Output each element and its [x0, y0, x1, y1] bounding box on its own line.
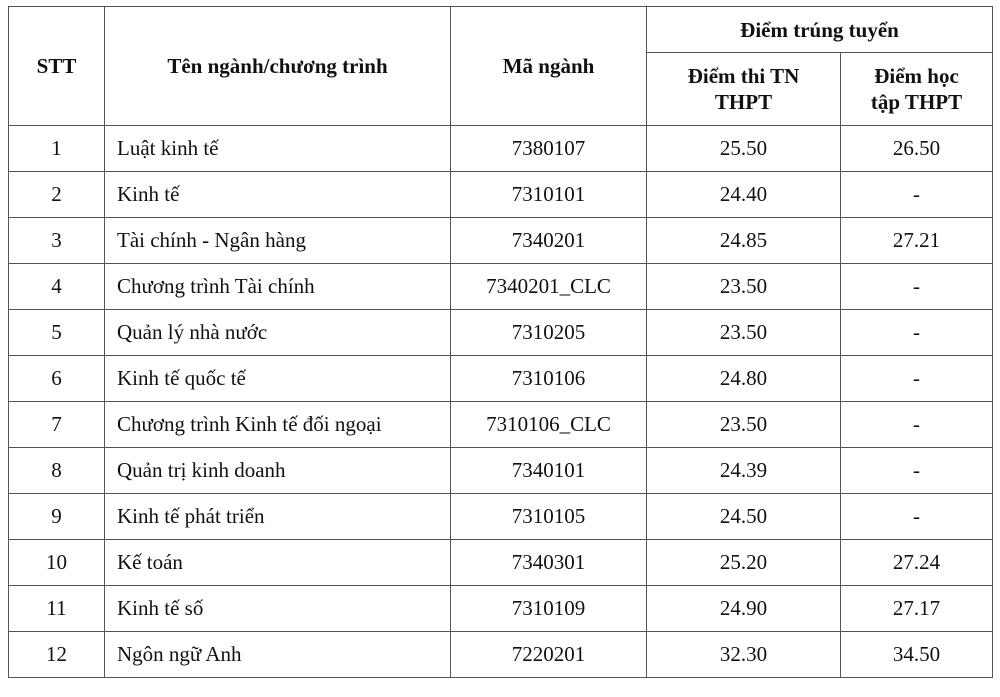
table-row: [9, 586, 993, 632]
cell-program-code: 7310205: [451, 310, 647, 356]
cell-study-score: -: [841, 310, 993, 356]
cell-stt: 5: [9, 310, 105, 356]
cell-exam-score: 23.50: [647, 310, 841, 356]
table-body: [9, 126, 993, 678]
admission-scores-table: [8, 6, 993, 678]
cell-program-code: 7340301: [451, 540, 647, 586]
cell-study-score: -: [841, 172, 993, 218]
cell-stt: 11: [9, 586, 105, 632]
table-row: [9, 448, 993, 494]
cell-stt: 10: [9, 540, 105, 586]
cell-program-code: 7380107: [451, 126, 647, 172]
table-row: [9, 172, 993, 218]
cell-program-name: Luật kinh tế: [105, 126, 451, 172]
cell-study-score: 26.50: [841, 126, 993, 172]
cell-exam-score: 23.50: [647, 402, 841, 448]
cell-study-score: 27.21: [841, 218, 993, 264]
cell-study-score: -: [841, 494, 993, 540]
cell-program-code: 7310106: [451, 356, 647, 402]
cell-study-score: 34.50: [841, 632, 993, 678]
cell-stt: 2: [9, 172, 105, 218]
cell-study-score: -: [841, 448, 993, 494]
cell-program-name: Kế toán: [105, 540, 451, 586]
cell-program-code: 7310106_CLC: [451, 402, 647, 448]
table-row: [9, 218, 993, 264]
cell-program-name: Ngôn ngữ Anh: [105, 632, 451, 678]
cell-program-name: Tài chính - Ngân hàng: [105, 218, 451, 264]
cell-stt: 4: [9, 264, 105, 310]
cell-study-score: -: [841, 356, 993, 402]
cell-exam-score: 24.40: [647, 172, 841, 218]
cell-program-name: Kinh tế: [105, 172, 451, 218]
header-exam-score: [647, 53, 841, 126]
cell-program-name: Quản trị kinh doanh: [105, 448, 451, 494]
cell-program-code: 7340201_CLC: [451, 264, 647, 310]
header-study-score-line1: Điểm học: [874, 64, 959, 88]
cell-exam-score: 24.39: [647, 448, 841, 494]
cell-stt: 12: [9, 632, 105, 678]
cell-program-name: Kinh tế phát triển: [105, 494, 451, 540]
cell-program-code: 7310101: [451, 172, 647, 218]
cell-stt: 7: [9, 402, 105, 448]
cell-program-name: Kinh tế quốc tế: [105, 356, 451, 402]
table-row: [9, 494, 993, 540]
cell-program-code: 7310105: [451, 494, 647, 540]
cell-program-code: 7220201: [451, 632, 647, 678]
cell-stt: 3: [9, 218, 105, 264]
cell-exam-score: 32.30: [647, 632, 841, 678]
cell-stt: 9: [9, 494, 105, 540]
cell-stt: 6: [9, 356, 105, 402]
cell-program-code: 7340101: [451, 448, 647, 494]
header-study-score-line2: tập THPT: [870, 90, 963, 114]
header-program-code: Mã ngành: [451, 7, 647, 126]
header-admission-score-group: Điểm trúng tuyển: [647, 7, 993, 53]
cell-study-score: 27.24: [841, 540, 993, 586]
cell-program-name: Kinh tế số: [105, 586, 451, 632]
cell-study-score: 27.17: [841, 586, 993, 632]
cell-exam-score: 24.80: [647, 356, 841, 402]
cell-stt: 1: [9, 126, 105, 172]
cell-program-name: Chương trình Tài chính: [105, 264, 451, 310]
header-exam-score-line1: Điểm thi TN: [687, 64, 800, 88]
cell-exam-score: 23.50: [647, 264, 841, 310]
table-row: [9, 402, 993, 448]
cell-exam-score: 25.20: [647, 540, 841, 586]
table-row: [9, 356, 993, 402]
table-row: [9, 264, 993, 310]
table-header: [9, 7, 993, 126]
cell-study-score: -: [841, 264, 993, 310]
cell-stt: 8: [9, 448, 105, 494]
header-program-name: Tên ngành/chương trình: [105, 7, 451, 126]
table-row: [9, 632, 993, 678]
cell-exam-score: 24.85: [647, 218, 841, 264]
header-study-score: [841, 53, 993, 126]
header-exam-score-line2: THPT: [714, 90, 773, 114]
cell-program-name: Chương trình Kinh tế đối ngoại: [105, 402, 451, 448]
table-row: [9, 126, 993, 172]
table-row: [9, 310, 993, 356]
header-row-top: [9, 7, 993, 53]
cell-exam-score: 24.90: [647, 586, 841, 632]
cell-exam-score: 24.50: [647, 494, 841, 540]
cell-study-score: -: [841, 402, 993, 448]
header-stt: STT: [9, 7, 105, 126]
cell-program-name: Quản lý nhà nước: [105, 310, 451, 356]
table-row: [9, 540, 993, 586]
cell-exam-score: 25.50: [647, 126, 841, 172]
cell-program-code: 7340201: [451, 218, 647, 264]
cell-program-code: 7310109: [451, 586, 647, 632]
